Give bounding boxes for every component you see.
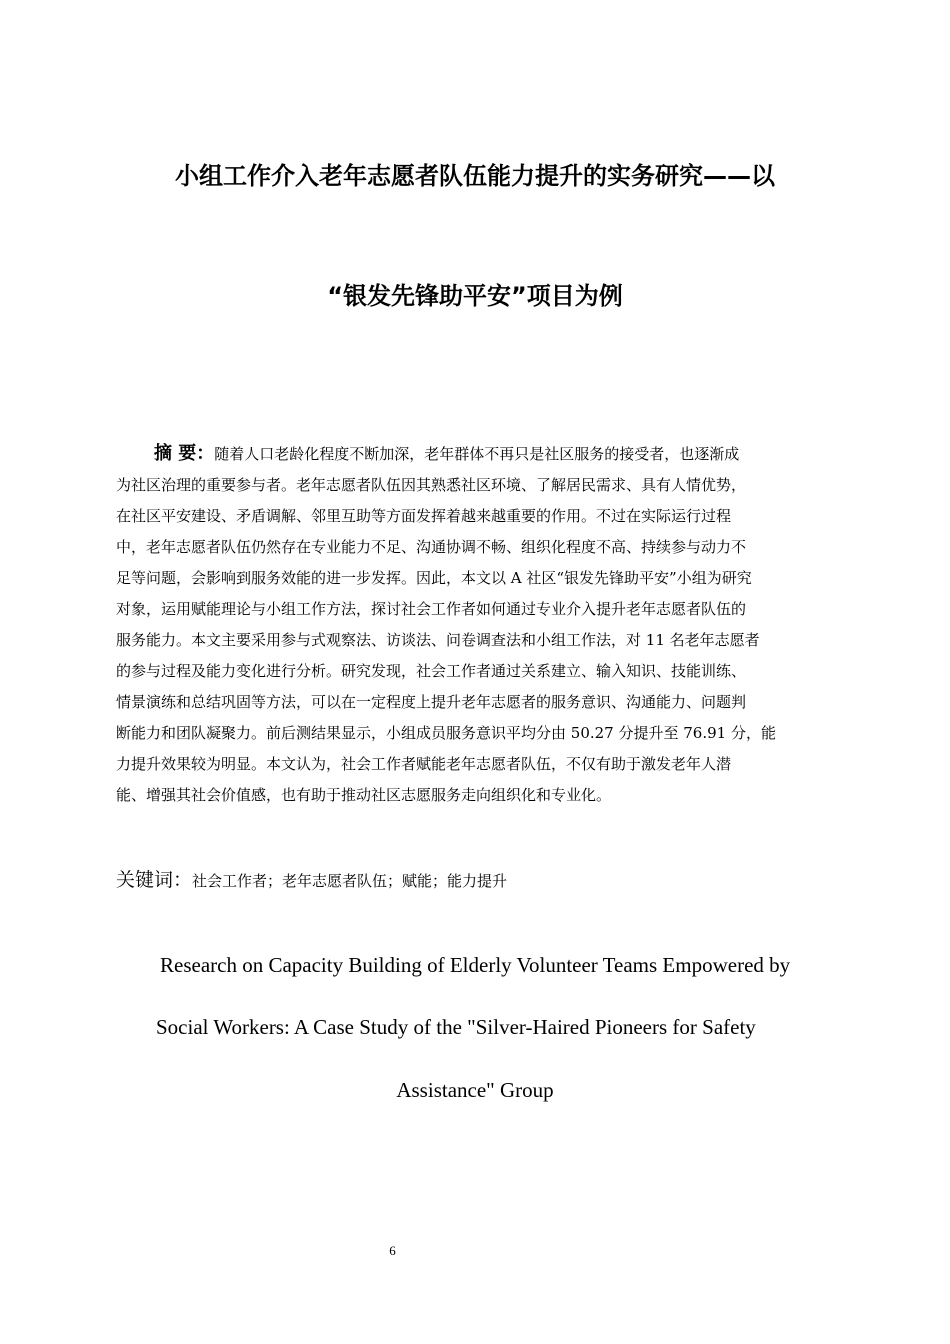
abstract bbox=[116, 438, 836, 811]
title-line-1: 小组工作介入老年志愿者队伍能力提升的实务研究——以 bbox=[175, 162, 775, 190]
abstract-text-line: 力提升效果较为明显。本文认为，社会工作者赋能老年志愿者队伍，不仅有助于激发老年人潜 bbox=[116, 755, 732, 773]
english-title-line-3: Assistance" Group bbox=[396, 1078, 554, 1102]
abstract-text-line: 在社区平安建设、矛盾调解、邻里互助等方面发挥着越来越重要的作用。不过在实际运行过程 bbox=[116, 507, 732, 525]
abstract-text-line: 能、增强其社会价值感，也有助于推动社区志愿服务走向组织化和专业化。 bbox=[116, 786, 612, 804]
title-line-2: “银发先锋助平安”项目为例 bbox=[327, 282, 623, 310]
keywords-text: 社会工作者；老年志愿者队伍；赋能；能力提升 bbox=[192, 872, 508, 890]
keywords-label: 关键词： bbox=[116, 869, 193, 891]
abstract-text-line: 情景演练和总结巩固等方法，可以在一定程度上提升老年志愿者的服务意识、沟通能力、问题判 bbox=[116, 693, 747, 711]
abstract-line-first bbox=[116, 438, 836, 470]
abstract-text-line: 中，老年志愿者队伍仍然存在专业能力不足、沟通协调不畅、组织化程度不高、持续参与动力不 bbox=[116, 538, 747, 556]
english-title-line-1: Research on Capacity Building of Elderly Volunteer Teams Empowered by bbox=[160, 953, 791, 977]
abstract-text-line: 的参与过程及能力变化进行分析。研究发现，社会工作者通过关系建立、输入知识、技能训练、 bbox=[116, 662, 747, 680]
page-number: 6 bbox=[389, 1243, 396, 1258]
abstract-text-line: 对象，运用赋能理论与小组工作方法，探讨社会工作者如何通过专业介入提升老年志愿者队伍的 bbox=[116, 600, 747, 618]
abstract-text-line: 服务能力。本文主要采用参与式观察法、访谈法、问卷调查法和小组工作法，对 11 名老年志愿者 bbox=[116, 631, 760, 649]
abstract-text-line: 随着人口老龄化程度不断加深，老年群体不再只是社区服务的接受者，也逐渐成 bbox=[214, 445, 740, 463]
abstract-label: 摘 要： bbox=[154, 443, 215, 464]
abstract-text-line: 断能力和团队凝聚力。前后测结果显示，小组成员服务意识平均分由 50.27 分提升至 76.91 分，能 bbox=[116, 724, 776, 742]
abstract-text-line: 足等问题，会影响到服务效能的进一步发挥。因此，本文以 A 社区“银发先锋助平安”小组为研究 bbox=[116, 569, 752, 587]
abstract-text-line: 为社区治理的重要参与者。老年志愿者队伍因其熟悉社区环境、了解居民需求、具有人情优势， bbox=[116, 476, 747, 494]
english-title-line-2: Social Workers: A Case Study of the "Silver-Haired Pioneers for Safety bbox=[156, 1015, 756, 1039]
keywords bbox=[116, 866, 507, 895]
